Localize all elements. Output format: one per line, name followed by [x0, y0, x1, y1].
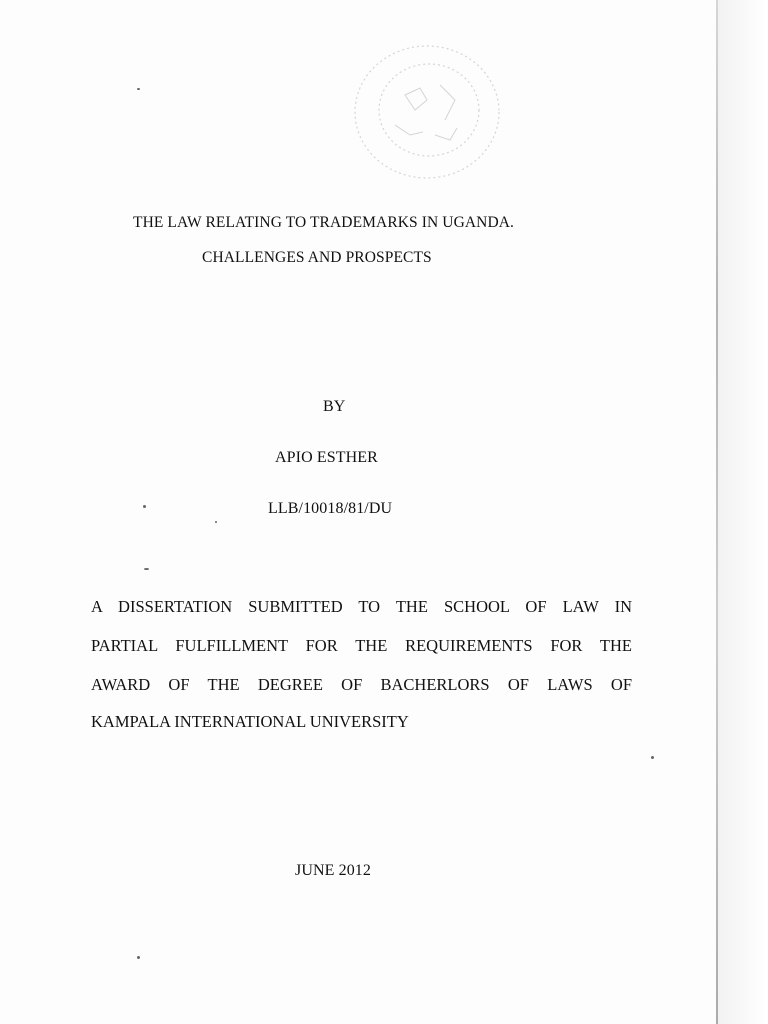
scan-speck [651, 756, 654, 759]
scan-speck [137, 88, 140, 90]
library-stamp-icon [345, 40, 505, 185]
scan-speck [215, 521, 217, 523]
registration-number: LLB/10018/81/DU [268, 500, 393, 517]
by-label: BY [323, 398, 346, 415]
statement-line: AWARD OF THE DEGREE OF BACHERLORS OF LAWS OF [91, 675, 632, 694]
page-edge-line [716, 0, 718, 1024]
statement-line: KAMPALA INTERNATIONAL UNIVERSITY [91, 712, 409, 731]
submission-date: JUNE 2012 [295, 862, 372, 879]
statement-line: PARTIAL FULFILLMENT FOR THE REQUIREMENTS FOR THE [91, 636, 632, 655]
scan-speck [144, 568, 149, 570]
author-name: APIO ESTHER [275, 449, 378, 466]
scan-speck [143, 505, 146, 508]
statement-line: A DISSERTATION SUBMITTED TO THE SCHOOL OF LAW IN [91, 597, 632, 616]
page-edge-shadow [718, 0, 768, 1024]
title-line-1: THE LAW RELATING TO TRADEMARKS IN UGANDA. [133, 214, 515, 231]
scan-speck [137, 956, 140, 959]
title-line-2: CHALLENGES AND PROSPECTS [202, 249, 432, 266]
